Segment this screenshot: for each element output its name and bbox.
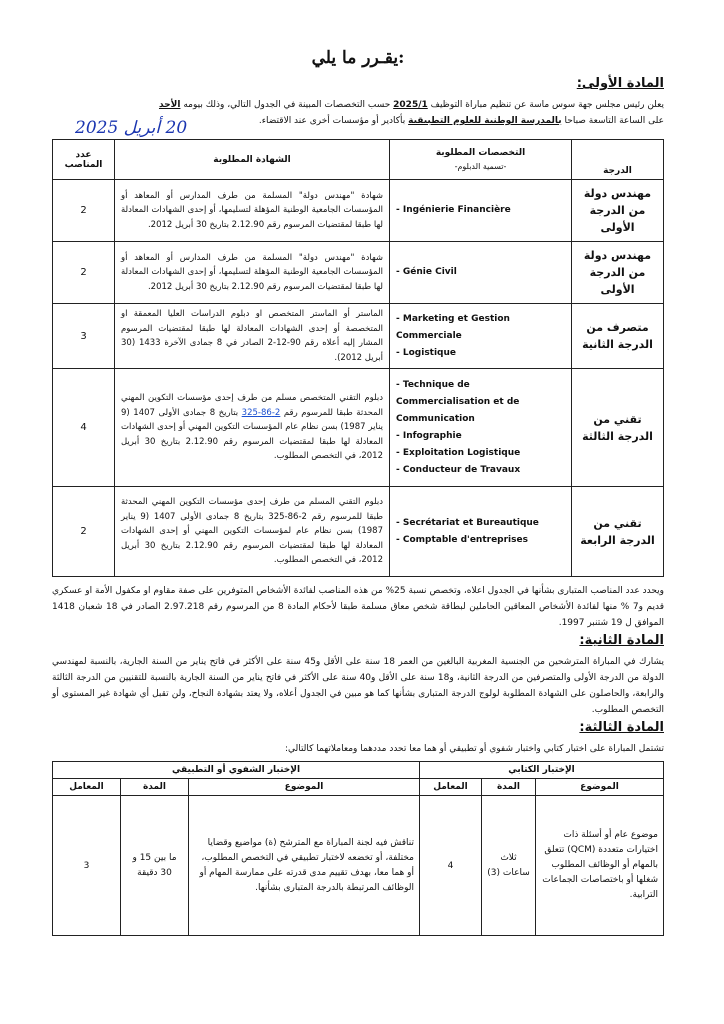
decree-link[interactable]: 2-86-325 <box>241 407 281 418</box>
exam-school: بالمدرسة الوطنية للعلوم التطبيقية <box>408 116 562 126</box>
oral-coef-header: المعامل <box>53 779 121 796</box>
positions-quota-text: ويحدد عدد المناصب المتبارى بشأنها في الجدول اعلاه، وتخصص نسبة 25% من هذه المناصب لفائدة الأشخاص المتوفرين على صفة مقاوم او مكفول الأمة او عسكري قديم و7 % منها لفائدة الأشخاص المعاقين الحاملين لبطاقة شخص معاق مسلمة طبقا لأحكام المادة 8 من المرسوم رقم 2.97.218 الصادر في 18 شعبان 1418 الموافق ل 19 شتنبر 1997. <box>52 586 665 628</box>
oral-coef: 3 <box>53 796 121 936</box>
specialty-cell <box>390 304 572 369</box>
written-coef-header: المعامل <box>420 779 482 796</box>
certificate-cell: الماستر أو الماستر المتخصص او دبلوم الدراسات العليا المعمقة او المتخصصة أو إحدى الشهادات المعادلة لها طبقا لمقتضيات المرسوم المشار إليه أعلاه رقم 90-12-2 الصادر في 8 جمادى الآخرة 1433 (30 أبريل 2012). <box>115 304 390 369</box>
written-subject: موضوع عام أو أسئلة ذات اختيارات متعددة (QCM) تتعلق بالمهام أو الوظائف المطلوب شغلها أو باختصاصات الجماعات الترابية. <box>536 796 664 936</box>
oral-exam-header: الإختبار الشفوي أو التطبيقي <box>53 762 420 779</box>
oral-subject-header: الموضوع <box>189 779 420 796</box>
certificate-cell: شهادة "مهندس دولة" المسلمة من طرف المدارس أو المعاهد أو المؤسسات الجامعية الوطنية المؤهلة لتسليمها، أو إحدى الشهادات المعادلة لها طبقا لمقتضيات المرسوم رقم 2.12.90 بتاريخ 30 أبريل 2012. <box>115 180 390 242</box>
grade-cell: متصرف من الدرجة الثانية <box>572 304 664 369</box>
article1-heading: المادة الأولى: <box>576 76 664 91</box>
specialty-item: - Infographie <box>396 430 462 441</box>
article1-line1a: يعلن رئيس مجلس جهة سوس ماسة عن تنظيم مباراة التوظيف <box>427 100 664 110</box>
specialty-cell <box>390 487 572 577</box>
header-grade: الدرجة <box>572 140 664 180</box>
table-row <box>53 242 664 304</box>
grade-cell: تقني من الدرجة الثالثة <box>572 369 664 487</box>
grade-cell: تقني من الدرجة الرابعة <box>572 487 664 577</box>
positions-table <box>52 139 664 577</box>
positions-cell: 4 <box>53 369 115 487</box>
table-row <box>53 180 664 242</box>
specialty-item: - Secrétariat et Bureautique <box>396 517 539 528</box>
article2-heading: المادة الثانية: <box>579 633 664 648</box>
competition-ref: 2025/1 <box>393 100 428 110</box>
written-duration-header: المدة <box>482 779 536 796</box>
article3-heading: المادة الثالثة: <box>579 720 664 735</box>
positions-cell: 2 <box>53 180 115 242</box>
article1-line2b: بأكادير أو مؤسسات أخرى عند الاقتضاء. <box>258 116 409 126</box>
header-specialty-title: التخصصات المطلوبة <box>435 148 526 158</box>
oral-duration-header: المدة <box>121 779 189 796</box>
header-positions <box>53 140 115 180</box>
article2-text: يشارك في المباراة المترشحين من الجنسية المغربية البالغين من العمر 18 سنة على الأقل و45 سنة على الأكثر في فاتح يناير من السنة الجارية، بالنسبة لمهندسي الدولة من الدرجة الأولى والمتصرفين من الدرجة الثانية، و18 سنة على الأقل و40 سنة على الأكثر في فاتح يناير من السنة الجارية بالنسبة للتقنيين من الدرجة الثالثة والرابعة، والحاصلون على الشهادة المطلوبة لولوج الدرجة المتبارى بشأنها كما هو مبين في الجدول أعلاه، ولا يعتد بشهادة النجاح، ولن تقبل أي شهادة غير المستوى أو التخصص المطلوب. <box>52 657 664 715</box>
article3-intro: تشتمل المباراة على اختبار كتابي واختبار شفوي أو تطبيقي أو هما معا تحدد مددهما ومعاملاتهما كالتالي: <box>284 744 664 754</box>
header-positions-l2: المناصب <box>64 159 103 170</box>
table-row <box>53 369 664 487</box>
positions-cell: 3 <box>53 304 115 369</box>
table-row <box>53 487 664 577</box>
written-duration: ثلاث ساعات (3) <box>482 796 536 936</box>
specialty-item: - Technique de Commercialisation et de Communication <box>396 379 520 424</box>
exam-table <box>52 761 664 936</box>
specialty-item: - Logistique <box>396 347 457 358</box>
positions-cell: 2 <box>53 242 115 304</box>
positions-cell: 2 <box>53 487 115 577</box>
written-subject-header: الموضوع <box>536 779 664 796</box>
written-coef: 4 <box>420 796 482 936</box>
specialty-item: - Conducteur de Travaux <box>396 464 521 475</box>
grade-cell: مهندس دولة من الدرجة الأولى <box>572 180 664 242</box>
header-specialty <box>390 140 572 180</box>
header-specialty-sub: -تسمية الدبلوم- <box>454 162 507 171</box>
written-exam-header: الإختبار الكتابي <box>420 762 664 779</box>
specialty-item: - Exploitation Logistique <box>396 447 521 458</box>
decision-title: يقـرر ما يلي: <box>311 48 405 68</box>
specialty-cell <box>390 180 572 242</box>
header-positions-l1: عدد <box>75 149 92 160</box>
certificate-part2: بتاريخ 8 جمادى الأولى 1407 (9 يناير 1987) بسن نظام عام المؤسسات التكوين المهني أو إحدى الشهادات المعادلة لها طبقا لمقتضيات المرسوم رقم 2.12.90 بتاريخ 30 أبريل 2012، في التخصص المطلوب. <box>121 407 384 462</box>
article1-line2a: على الساعة التاسعة صباحا <box>561 116 664 126</box>
oral-duration: ما بين 15 و 30 دقيقة <box>121 796 189 936</box>
article1-line1b: حسب التخصصات المبينة في الجدول التالي، وذلك بيومه <box>180 100 394 110</box>
specialty-cell <box>390 369 572 487</box>
handwritten-date: 20 أبريل 2025 <box>75 118 188 138</box>
oral-subject: تناقش فيه لجنة المباراة مع المترشح (ة) مواضيع وقضايا مختلفة، أو تخضعه لاختبار تطبيقي في التخصص المطلوب، أو هما معا، بهدف تقييم مدى قدرته على ممارسة المهام أو الوظائف المرتبطة بالدرجة المتبارى بشأنها. <box>189 796 420 936</box>
certificate-cell <box>115 369 390 487</box>
exam-day: الأحد <box>158 100 181 110</box>
header-certificate: الشهادة المطلوبة <box>115 140 390 180</box>
certificate-cell: شهادة "مهندس دولة" المسلمة من طرف المدارس أو المعاهد أو المؤسسات الجامعية الوطنية المؤهلة لتسليمها، أو إحدى الشهادات المعادلة لها طبقا لمقتضيات المرسوم رقم 2.12.90 بتاريخ 30 أبريل 2012. <box>115 242 390 304</box>
grade-cell: مهندس دولة من الدرجة الأولى <box>572 242 664 304</box>
specialty-item: - Ingénierie Financière <box>396 205 511 215</box>
certificate-part1: دبلوم التقني المتخصص مسلم من طرف إحدى مؤسسات التكوين المهني المحدثة طبقا للمرسوم رقم <box>121 393 383 418</box>
certificate-cell: دبلوم التقني المسلم من طرف إحدى مؤسسات التكوين المهني المحدثة طبقا للمرسوم رقم 2-86-325 بتاريخ 8 جمادى الأولى 1407 (9 يناير 1987) بسن نظام عام لمؤسسات التكوين المهني أو إحدى الشهادات المعادلة لها طبقا لمقتضيات المرسوم رقم 2.12.90 بتاريخ 30 أبريل 2012، في التخصص المطلوب. <box>115 487 390 577</box>
specialty-cell <box>390 242 572 304</box>
table-row <box>53 304 664 369</box>
specialty-item: - Comptable d'entreprises <box>396 534 528 545</box>
specialty-item: - Génie Civil <box>396 267 457 277</box>
specialty-item: - Marketing et Gestion Commerciale <box>396 313 510 341</box>
